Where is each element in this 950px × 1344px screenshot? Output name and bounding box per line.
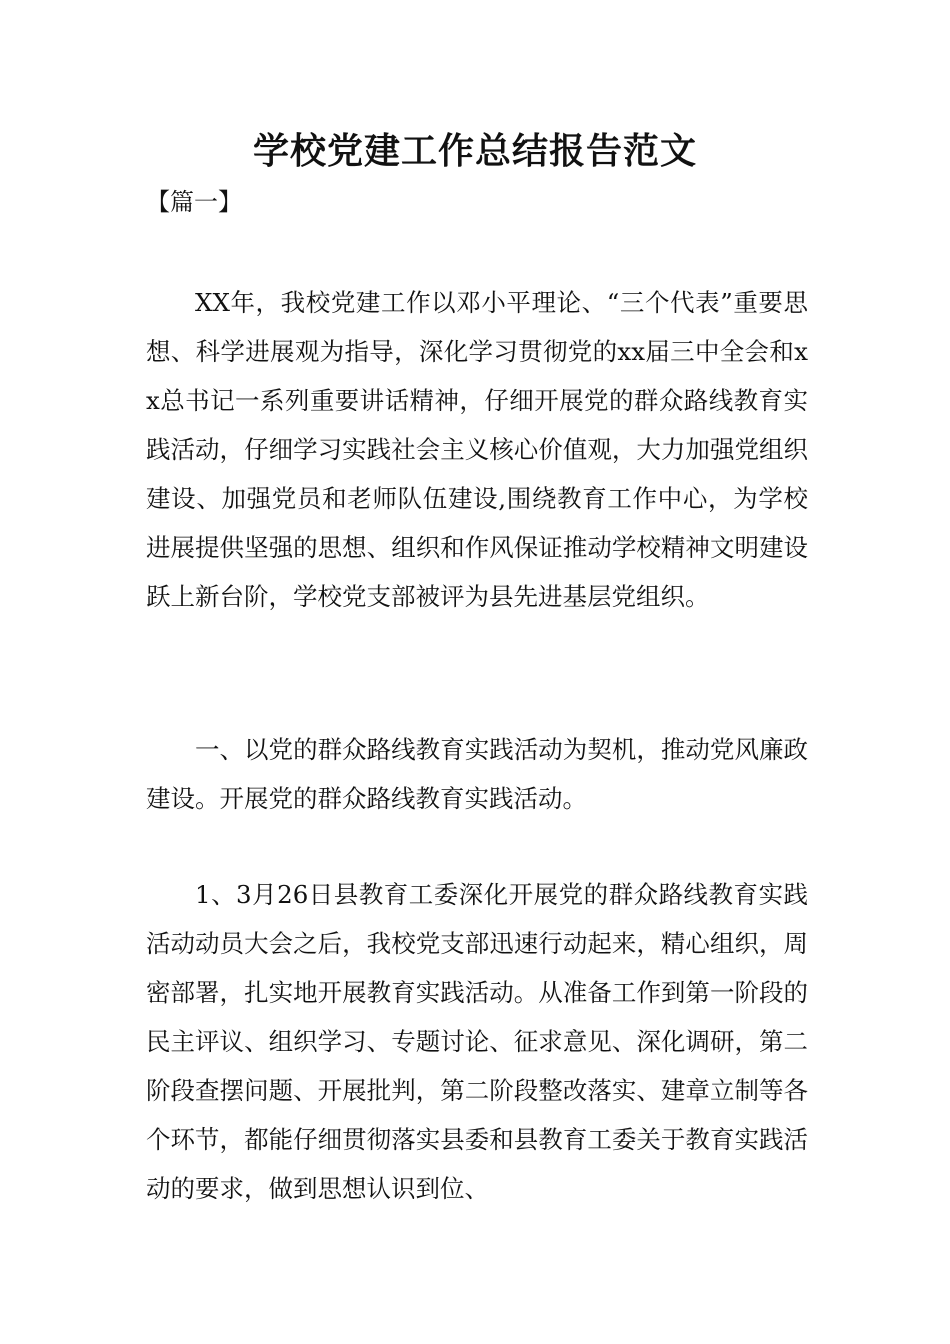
paragraph-heading-one: 一、以党的群众路线教育实践活动为契机，推动党风廉政建设。开展党的群众路线教育实践活动。	[146, 735, 808, 813]
paragraph-item-one: 1、3月26日县教育工委深化开展党的群众路线教育实践活动动员大会之后，我校党支部迅速行动起来，精心组织，周密部署，扎实地开展教育实践活动。从准备工作到第一阶段的民主评议、组织学习、专题讨论、征求意见、深化调研，第二阶段查摆问题、开展批判，第二阶段整改落实、建章立制等各个环节，都能仔细贯彻落实县委和县教育工委关于教育实践活动的要求，做到思想认识到位、	[146, 880, 808, 1203]
section-tag: 【篇一】	[146, 188, 242, 216]
paragraph-intro: XX年，我校党建工作以邓小平理论、“三个代表”重要思想、科学进展观为指导，深化学习贯彻党的xx届三中全会和xx总书记一系列重要讲话精神，仔细开展党的群众路线教育实践活动，仔细学习实践社会主义核心价值观，大力加强党组织建设、加强党员和老师队伍建设,围绕教育工作中心，为学校进展提供坚强的思想、组织和作风保证推动学校精神文明建设跃上新台阶，学校党支部被评为县先进基层党组织。	[146, 288, 808, 611]
document-title: 学校党建工作总结报告范文	[252, 131, 697, 172]
